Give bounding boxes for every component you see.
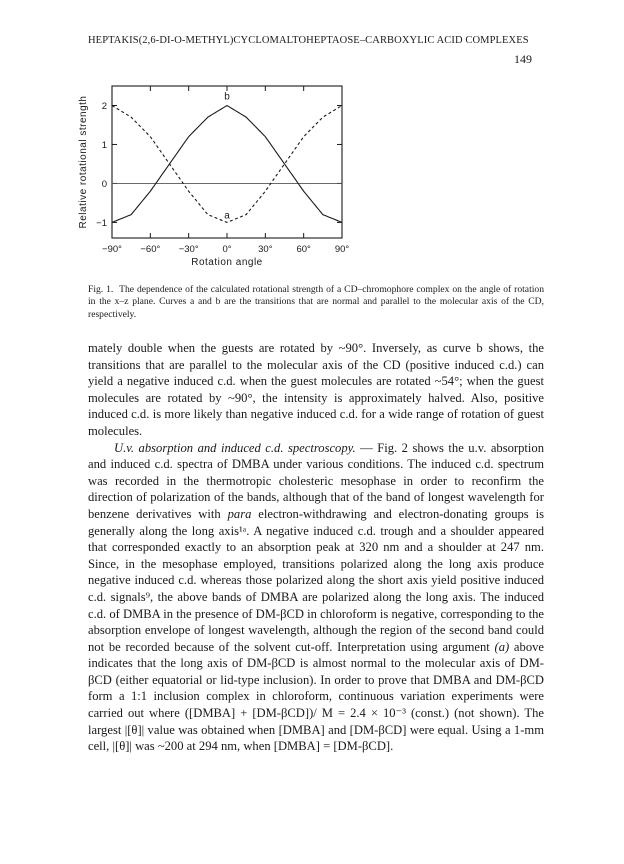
chart-labels [78, 91, 349, 268]
x-tick-label: 0° [222, 244, 232, 255]
x-tick-label: 90° [334, 244, 350, 255]
paragraph-2-part-2: electron-withdrawing and electron-donating groups is generally along the long axis¹ᵃ. A negative induced c.d. trough and a shoulder appeared that corresponded exactly to an absorption peak at 320 nm and a shoulder at 247 nm. Since, in the mesophase employed, transitions polarized along the long axis produce negative induced c.d. whereas those polarized along the short axis yield positive induced c.d. signals⁹, the above bands of DMBA are polarized along the long axis. The induced c.d. of DMBA in the presence of DM-βCD in chloroform is negative, corresponding to the absorption envelope of longest wavelength, although the region of the second band could not be recorded because of the solvent cut-off. Interpretation using argument [88, 506, 544, 654]
body-text [88, 340, 544, 755]
x-axis-label: Rotation angle [191, 257, 263, 268]
caption-text: The dependence of the calculated rotational strength of a CD–chromophore complex on the angle of rotation in the x–z plane. Curves a and b are the transitions that are normal and parallel to the molecular axis of the CD, respectively. [88, 284, 544, 320]
para-italic: para [227, 506, 252, 521]
series-label-b: b [224, 91, 230, 103]
caption-label: Fig. 1. [88, 284, 114, 295]
argument-a-italic: (a) [494, 639, 510, 654]
y-tick-label: 1 [101, 139, 107, 151]
series-line-a [112, 105, 342, 222]
x-tick-label: −90° [102, 244, 122, 255]
figure-1-chart [70, 78, 360, 278]
paragraph-2-part-3: above indicates that the long axis of DM-βCD is almost normal to the molecular axis of DM-βCD (either equatorial or lid-type inclusion). In order to prove that DMBA and DM-βCD form a 1:1 inclusion complex in chloroform, continuous variation experiments were carried out where ([DMBA] + [DM-βCD])/ M = 2.4 × 10⁻³ (const.) (not shown). The largest |[θ]| value was obtained when [DMBA] and [DM-βCD] were equal. Using a 1-mm cell, |[θ]| was ~200 at 294 nm, when [DMBA] = [DM-βCD]. [88, 639, 545, 754]
paragraph-2-part-1: — Fig. 2 shows the u.v. absorption and induced c.d. spectra of DMBA under various conditions. The induced c.d. spectrum was recorded in the thermotropic cholesteric mesophase in order to reconfirm the direction of polarization of the bands, although that of the band of longest wavelength for benzene derivatives with [88, 440, 545, 521]
x-tick-label: 60° [296, 244, 311, 255]
running-head: HEPTAKIS(2,6-DI-O-METHYL)CYCLOMALTOHEPTAOSE–CARBOXYLIC ACID COMPLEXES [88, 35, 529, 46]
x-tick-label: −60° [140, 244, 161, 255]
y-tick-label: 0 [101, 178, 107, 190]
x-tick-label: −30° [178, 244, 199, 255]
chart-marks [112, 105, 342, 222]
y-tick-label: 2 [101, 100, 107, 112]
y-tick-label: −1 [96, 217, 107, 229]
series-label-a: a [224, 210, 230, 222]
y-axis-label: Relative rotational strength [78, 95, 89, 229]
paragraph-1: mately double when the guests are rotated by ~90°. Inversely, as curve b shows, the transitions that are parallel to the molecular axis of the CD (positive induced c.d.) can yield a negative induced c.d. when the guest molecules are rotated ~54°; when the guest molecules are rotated by ~90°, the intensity is approximately halved. Also, positive induced c.d. is more likely than negative induced c.d. for a wide range of rotation of guest molecules. [88, 341, 544, 438]
x-tick-label: 30° [258, 244, 273, 255]
page-number: 149 [514, 52, 532, 66]
figure-caption [88, 284, 544, 321]
paragraph-2 [88, 440, 544, 755]
section-heading: U.v. absorption and induced c.d. spectroscopy. [114, 440, 356, 455]
series-line-b [112, 105, 342, 222]
